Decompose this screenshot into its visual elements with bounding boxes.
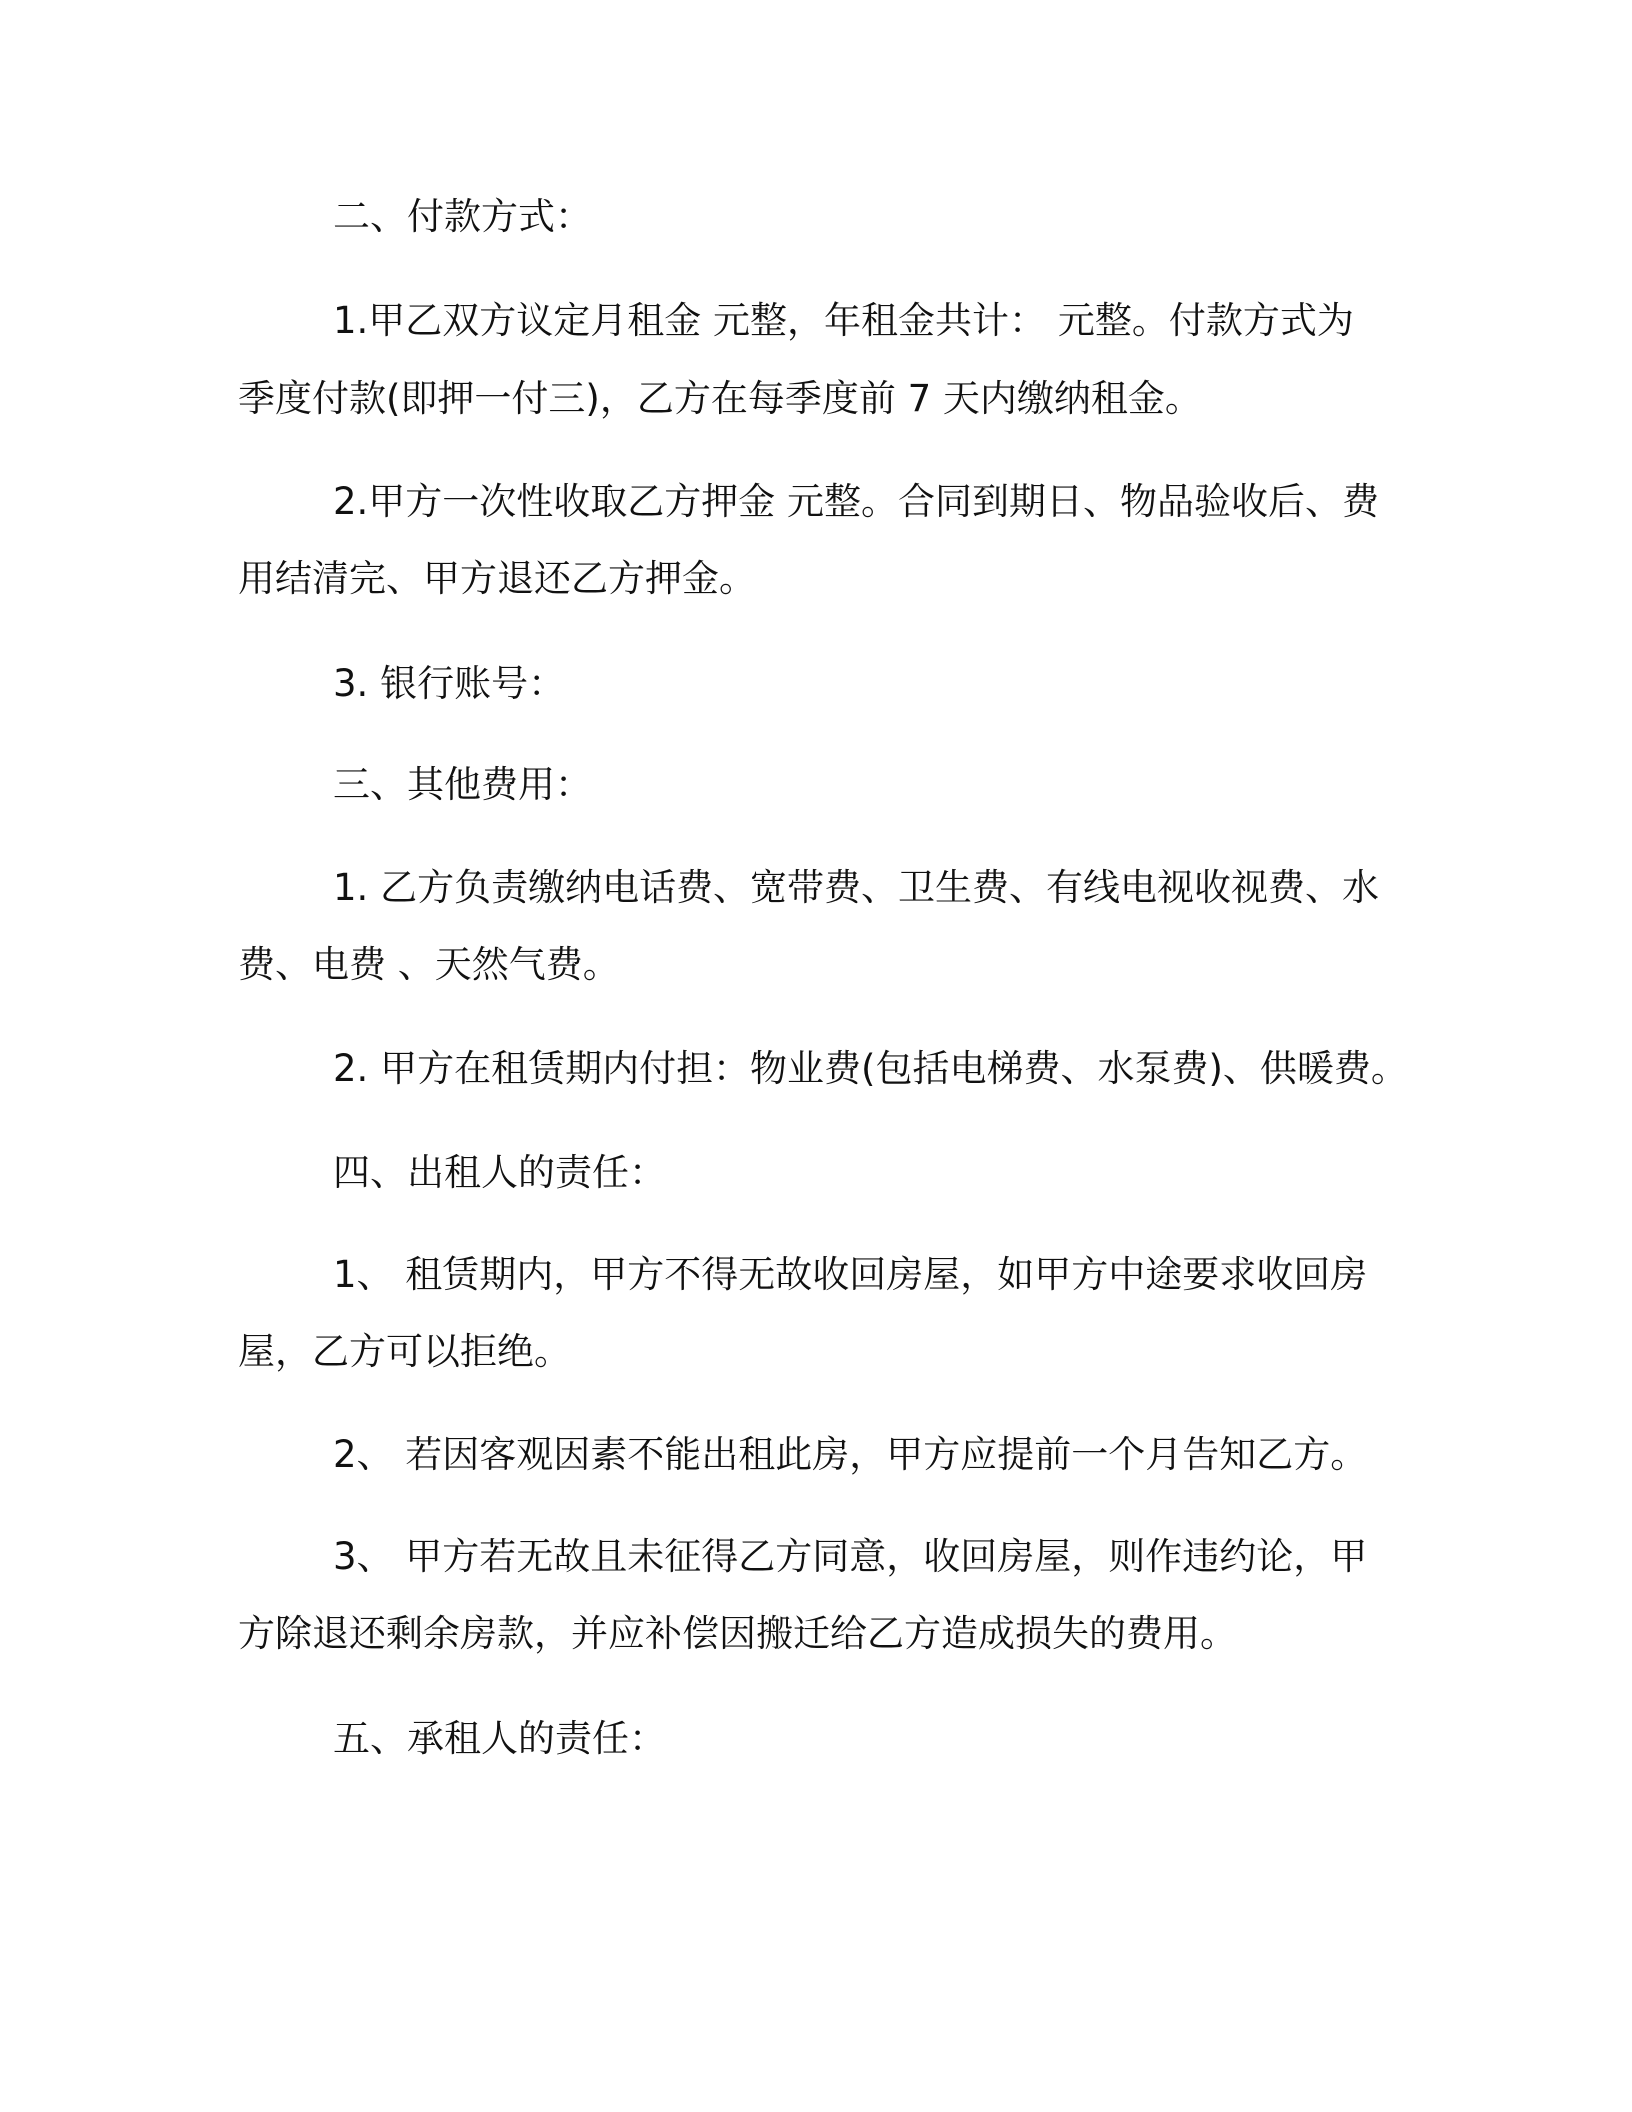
section-heading-payment: 二、付款方式：: [333, 195, 592, 238]
paragraph-line: 方除退还剩余房款，并应补偿因搬迁给乙方造成损失的费用。: [238, 1612, 1237, 1655]
paragraph-line: 1.甲乙双方议定月租金 元整，年租金共计： 元整。付款方式为: [333, 299, 1354, 342]
section-heading-lessee-duties: 五、承租人的责任：: [333, 1717, 666, 1760]
paragraph-line: 2、 若因客观因素不能出租此房，甲方应提前一个月告知乙方。: [333, 1433, 1368, 1476]
paragraph-line: 1. 乙方负责缴纳电话费、宽带费、卫生费、有线电视收视费、水: [333, 866, 1380, 909]
paragraph-line: 屋，乙方可以拒绝。: [238, 1330, 571, 1373]
paragraph-line: 季度付款(即押一付三)，乙方在每季度前 7 天内缴纳租金。: [238, 377, 1202, 420]
paragraph-line: 用结清完、甲方退还乙方押金。: [238, 557, 756, 600]
section-heading-lessor-duties: 四、出租人的责任：: [333, 1151, 666, 1194]
paragraph-line: 3、 甲方若无故且未征得乙方同意，收回房屋，则作违约论，甲: [333, 1535, 1368, 1578]
paragraph-line: 3. 银行账号：: [333, 662, 566, 705]
paragraph-line: 费、电费 、天然气费。: [238, 943, 620, 986]
paragraph-line: 2. 甲方在租赁期内付担：物业费(包括电梯费、水泵费)、供暖费。: [333, 1047, 1408, 1090]
paragraph-line: 1、 租赁期内，甲方不得无故收回房屋，如甲方中途要求收回房: [333, 1253, 1368, 1296]
paragraph-line: 2.甲方一次性收取乙方押金 元整。合同到期日、物品验收后、费: [333, 480, 1380, 523]
section-heading-other-fees: 三、其他费用：: [333, 763, 592, 806]
